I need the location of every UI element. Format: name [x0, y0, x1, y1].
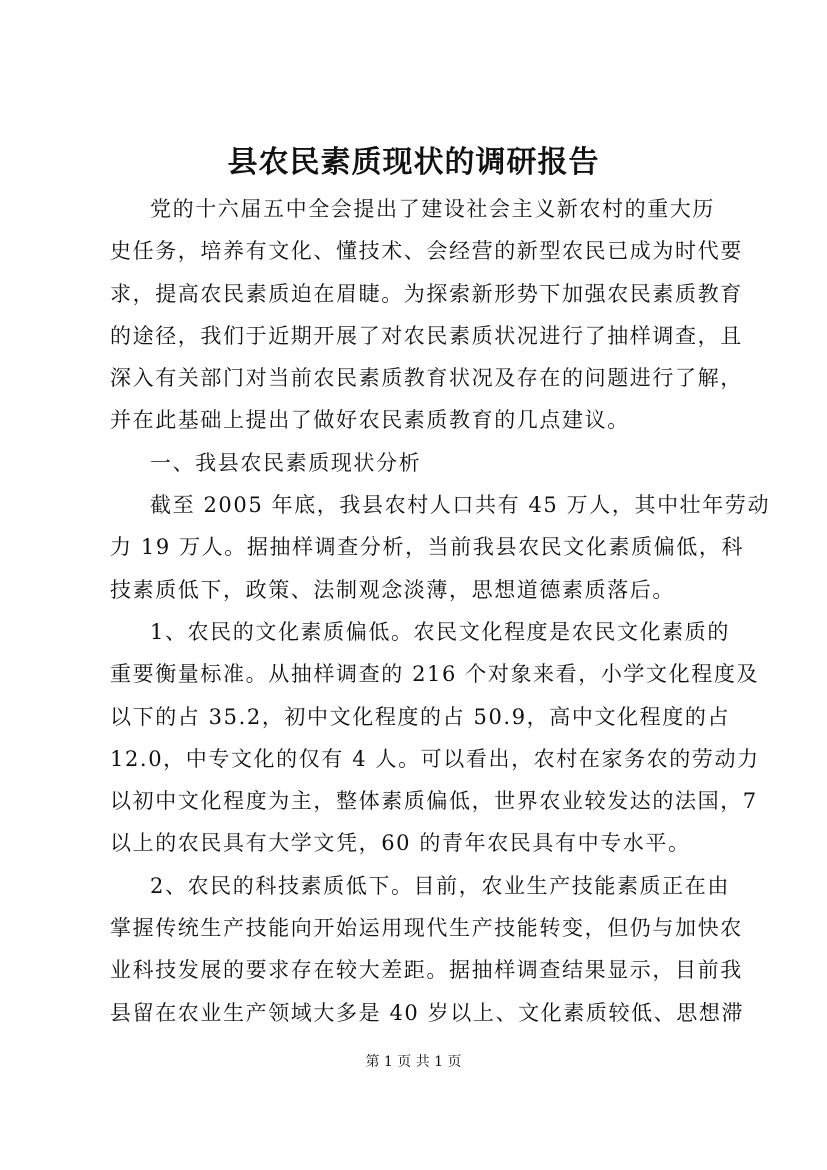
paragraph-line: 截至 2005 年底，我县农村人口共有 45 万人，其中壮年劳动 — [150, 493, 771, 518]
paragraph-line: 史任务，培养有文化、懂技术、会经营的新型农民已成为时代要 — [110, 239, 743, 264]
paragraph-line: 力 19 万人。据抽样调查分析，当前我县农民文化素质偏低，科 — [110, 535, 745, 560]
paragraph-line: 的途径，我们于近期开展了对农民素质状况进行了抽样调查，且 — [110, 323, 743, 348]
paragraph-line: 技素质低下，政策、法制观念淡薄，思想道德素质落后。 — [110, 577, 675, 602]
paragraph-line: 以下的占 35.2，初中文化程度的占 50.9，高中文化程度的占 — [110, 704, 731, 729]
paragraph-line: 业科技发展的要求存在较大差距。据抽样调查结果显示，目前我 — [110, 958, 743, 983]
paragraph-line: 以初中文化程度为主，整体素质偏低，世界农业较发达的法国，7 — [110, 789, 758, 814]
paragraph-line: 党的十六届五中全会提出了建设社会主义新农村的重大历 — [150, 197, 715, 221]
section-heading: 一、我县农民素质现状分析 — [150, 450, 422, 475]
paragraph-line: 重要衡量标准。从抽样调查的 216 个对象来看，小学文化程度及 — [110, 662, 760, 687]
paragraph-line: 12.0，中专文化的仅有 4 人。可以看出，农村在家务农的劳动力 — [110, 746, 760, 771]
document-body — [110, 188, 771, 1034]
paragraph-line: 2、农民的科技素质低下。目前，农业生产技能素质正在由 — [150, 873, 730, 898]
paragraph-line: 掌握传统生产技能向开始运用现代生产技能转变，但仍与加快农 — [110, 916, 743, 941]
paragraph-line: 1、农民的文化素质偏低。农民文化程度是农民文化素质的 — [150, 619, 730, 644]
page-footer: 第 1 页 共 1 页 — [365, 1054, 462, 1070]
document-title: 县农民素质现状的调研报告 — [227, 145, 600, 180]
paragraph-line: 求，提高农民素质迫在眉睫。为探索新形势下加强农民素质教育 — [110, 281, 743, 306]
paragraph-line: 县留在农业生产领域大多是 40 岁以上、文化素质较低、思想滞 — [110, 1000, 745, 1025]
paragraph-line: 深入有关部门对当前农民素质教育状况及存在的问题进行了解， — [110, 366, 743, 391]
paragraph-line: 并在此基础上提出了做好农民素质教育的几点建议。 — [110, 408, 630, 433]
paragraph-line: 以上的农民具有大学文凭，60 的青年农民具有中专水平。 — [110, 831, 691, 856]
